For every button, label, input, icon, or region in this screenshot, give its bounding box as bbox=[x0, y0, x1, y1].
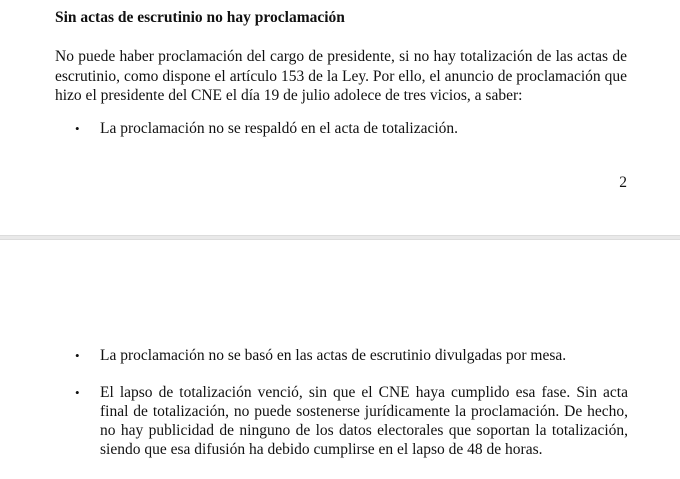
document-page-2 bbox=[0, 240, 680, 479]
list-item-text: El lapso de totalización venció, sin que el CNE haya cumplido esa fase. Sin acta final de totalización, no puede sostenerse jurídicamente la proclamación. De hecho, no hay publicidad de ninguno de los datos electorales que soportan la totalización, siendo que esa difusión ha debido cumplirse en el lapso de 48 de horas. bbox=[100, 384, 628, 458]
list-item-text: La proclamación no se basó en las actas de escrutinio divulgadas por mesa. bbox=[100, 347, 567, 364]
list-item-text: La proclamación no se respaldó en el acta de totalización. bbox=[100, 120, 459, 137]
list-item bbox=[75, 119, 628, 138]
list-item bbox=[75, 383, 628, 459]
bullet-icon: • bbox=[75, 385, 80, 400]
document-page-1 bbox=[0, 0, 680, 235]
page-number: 2 bbox=[619, 174, 627, 191]
bullet-icon: • bbox=[75, 348, 80, 363]
section-heading: Sin actas de escrutinio no hay proclamación bbox=[55, 9, 345, 26]
list-item bbox=[75, 346, 628, 365]
bullet-icon: • bbox=[75, 121, 80, 136]
body-paragraph: No puede haber proclamación del cargo de presidente, si no hay totalización de las actas de escrutinio, como dispone el artículo 153 de la Ley. Por ello, el anuncio de proclamación que hizo el presidente del CNE el día 19 de julio adolece de tres vicios, a saber: bbox=[55, 48, 627, 104]
